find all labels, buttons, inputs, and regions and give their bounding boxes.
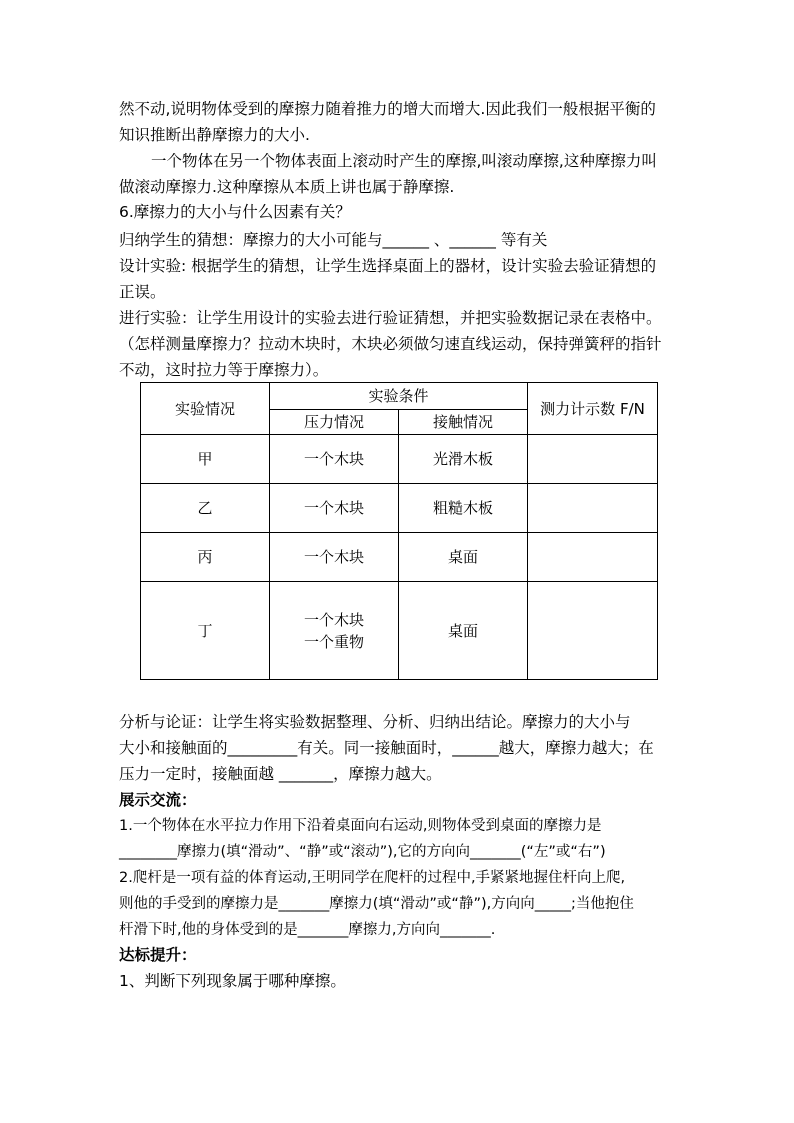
- cell-case: 乙: [141, 484, 270, 533]
- paragraph-line: 大小和接触面的_________有关。同一接触面时，______越大，摩擦力越大；在: [119, 739, 654, 757]
- paragraph-line: 然不动,说明物体受到的摩擦力随着推力的增大而增大.因此我们一般根据平衡的: [119, 100, 656, 118]
- paragraph-line: （怎样测量摩擦力？拉动木块时，木块必须做匀速直线运动，保持弹簧秤的指针: [119, 335, 662, 353]
- cell-pressure-line: 一个木块: [303, 610, 364, 629]
- paragraph-line: 设计实验: 根据学生的猜想，让学生选择桌面上的器材，设计实验去验证猜想的: [119, 257, 657, 275]
- cell-contact: 粗糙木板: [399, 484, 528, 533]
- paragraph-line: ________摩擦力(填“滑动”、“静”或“滚动”),它的方向向_______(“左”或“右”): [119, 844, 606, 860]
- cell-pressure-line: 一个重物: [303, 632, 364, 651]
- header-pressure: 压力情况: [270, 410, 399, 435]
- cell-pressure: 一个木块: [270, 533, 399, 582]
- table-row: [141, 484, 658, 533]
- paragraph-line: 杆滑下时,他的身体受到的是_______摩擦力,方向向_______.: [119, 922, 496, 938]
- cell-pressure: 一个木块: [270, 484, 399, 533]
- question-heading: 6.摩擦力的大小与什么因素有关？: [119, 203, 351, 221]
- cell-reading[interactable]: [528, 582, 658, 680]
- cell-contact: 桌面: [399, 582, 528, 680]
- section-heading: 展示交流：: [119, 791, 197, 809]
- cell-case: 甲: [141, 435, 270, 484]
- cell-pressure: 一个木块: [270, 435, 399, 484]
- header-case: 实验情况: [141, 383, 270, 435]
- paragraph-line: 进行实验：让学生用设计的实验去进行验证猜想，并把实验数据记录在表格中。: [119, 309, 662, 327]
- cell-case: 丁: [141, 582, 270, 680]
- paragraph-line: 做滚动摩擦力.这种摩擦从本质上讲也属于静摩擦.: [119, 178, 455, 196]
- paragraph-line: 1、判断下列现象属于哪种摩擦。: [119, 972, 346, 990]
- paragraph-line: 归纳学生的猜想：摩擦力的大小可能与______ 、______ 等有关: [119, 231, 548, 249]
- paragraph-line: 则他的手受到的摩擦力是_______摩擦力(填“滑动”或“静”),方向向_____;当他抱住: [119, 896, 634, 912]
- paragraph-line: 知识推断出静摩擦力的大小.: [119, 126, 310, 144]
- paragraph-line: 一个物体在另一个物体表面上滚动时产生的摩擦,叫滚动摩擦,这种摩擦力叫: [151, 152, 657, 170]
- table-row: [141, 435, 658, 484]
- paragraph-line: 正误。: [119, 283, 166, 301]
- header-condition: 实验条件: [270, 383, 528, 410]
- section-heading: 达标提升：: [119, 946, 197, 964]
- paragraph-line: 不动，这时拉力等于摩擦力）。: [119, 361, 329, 379]
- experiment-table: [140, 382, 658, 680]
- header-reading: 测力计示数 F/N: [528, 383, 658, 435]
- cell-reading[interactable]: [528, 533, 658, 582]
- header-contact: 接触情况: [399, 410, 528, 435]
- cell-contact: 光滑木板: [399, 435, 528, 484]
- cell-contact: 桌面: [399, 533, 528, 582]
- paragraph-line: 1.一个物体在水平拉力作用下沿着桌面向右运动,则物体受到桌面的摩擦力是: [119, 818, 602, 834]
- cell-pressure: [270, 582, 399, 680]
- cell-case: 丙: [141, 533, 270, 582]
- paragraph-line: 压力一定时，接触面越 _______，摩擦力越大。: [119, 765, 442, 783]
- cell-reading[interactable]: [528, 435, 658, 484]
- table-row: [141, 582, 658, 680]
- paragraph-line: 2.爬杆是一项有益的体育运动,王明同学在爬杆的过程中,手紧紧地握住杆向上爬,: [119, 870, 626, 886]
- table-row: [141, 533, 658, 582]
- paragraph-line: 分析与论证：让学生将实验数据整理、分析、归纳出结论。摩擦力的大小与: [119, 713, 631, 731]
- cell-reading[interactable]: [528, 484, 658, 533]
